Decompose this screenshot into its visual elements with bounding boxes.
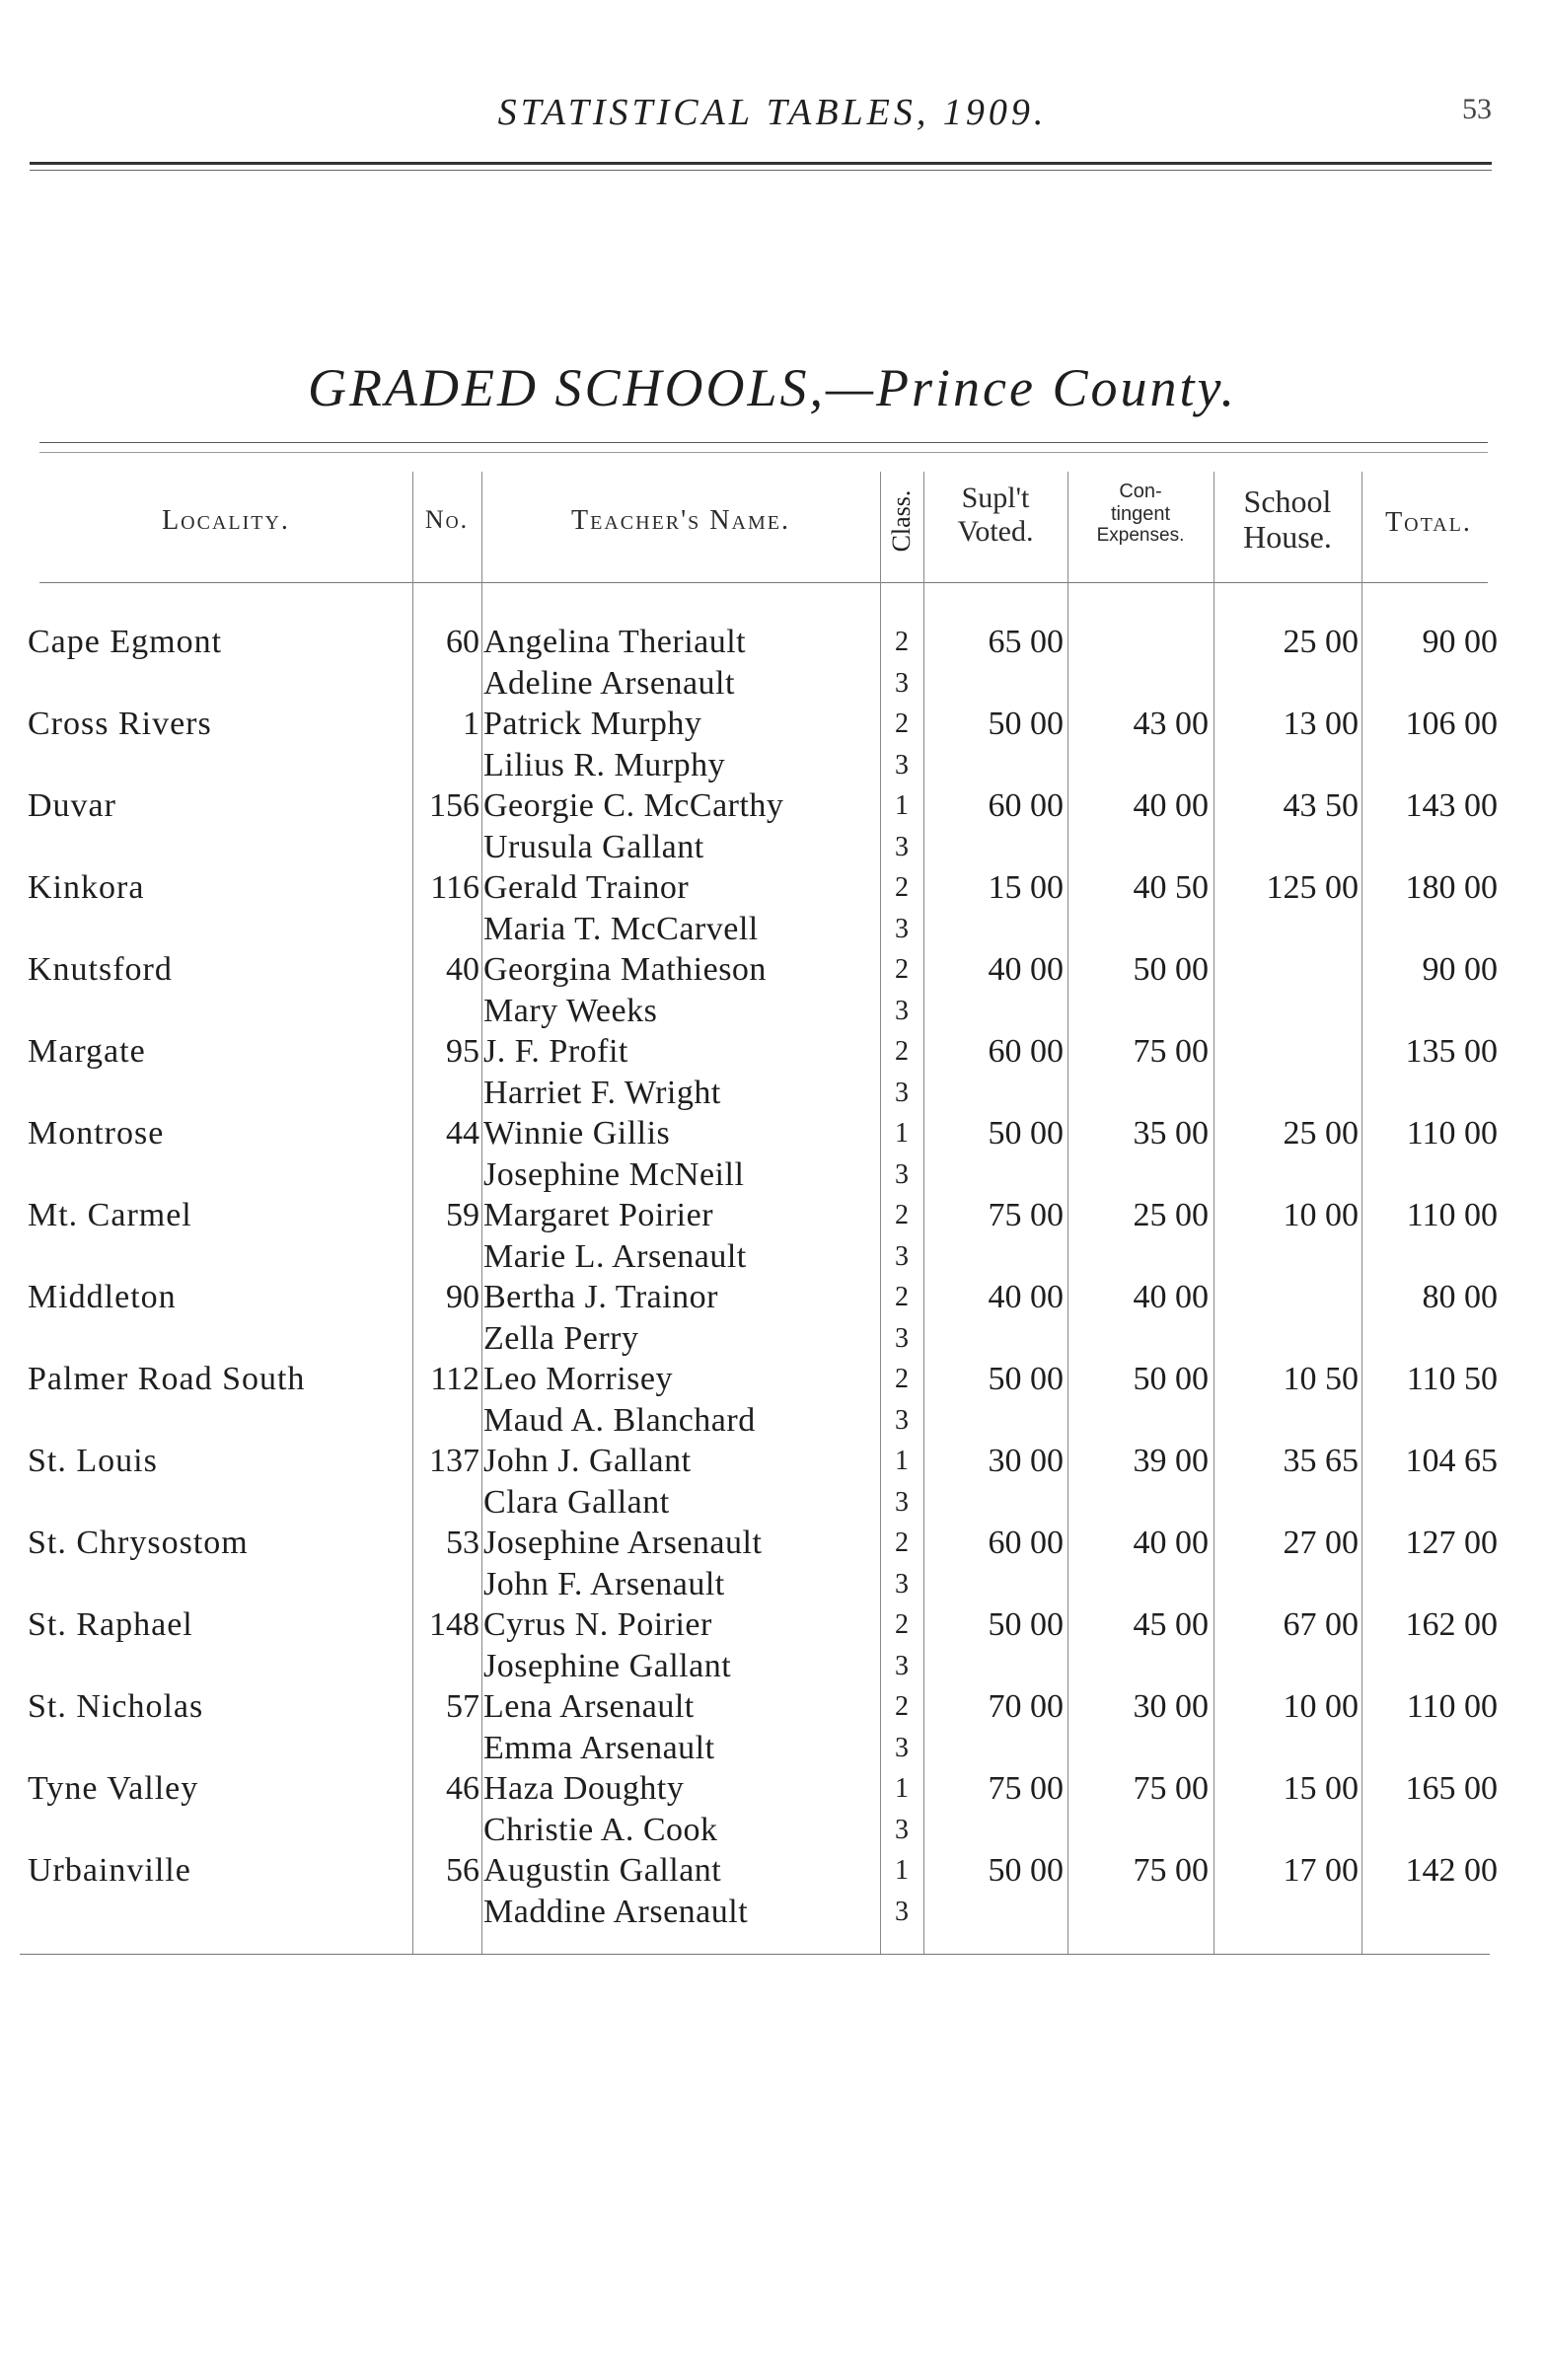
locality: Tyne Valley: [28, 1770, 199, 1807]
locality: Palmer Road South: [28, 1361, 306, 1397]
suppt-voted: 60 00: [988, 1033, 1064, 1070]
table-top-rule-thin: [39, 452, 1488, 453]
locality: Duvar: [28, 787, 116, 824]
contingent-expenses: 40 00: [1133, 1525, 1209, 1561]
table-row: [0, 1768, 1545, 1850]
teacher-name: Maria T. McCarvell: [483, 910, 759, 947]
teacher-name: Patrick Murphy: [483, 706, 702, 742]
col-header-class: [882, 472, 921, 570]
table-row: [0, 1113, 1545, 1195]
teacher-name: Winnie Gillis: [483, 1115, 671, 1152]
table-row: [0, 1686, 1545, 1768]
school-no: 95: [446, 1033, 479, 1070]
school-no: 46: [446, 1770, 479, 1807]
suppt-voted: 50 00: [988, 1852, 1064, 1889]
total: 162 00: [1405, 1606, 1498, 1643]
teacher-name: Augustin Gallant: [483, 1852, 722, 1889]
table-row: [0, 1523, 1545, 1604]
teacher-class: 2: [895, 1282, 909, 1312]
school-no: 40: [446, 951, 479, 988]
total: 165 00: [1405, 1770, 1498, 1807]
total: 110 00: [1406, 1115, 1498, 1152]
teacher-class: 1: [895, 1773, 909, 1804]
teacher-name: Marie L. Arsenault: [483, 1237, 747, 1275]
school-house: 43 50: [1283, 787, 1359, 824]
table-row: [0, 622, 1545, 704]
teacher-name: Georgina Mathieson: [483, 951, 767, 988]
suppt-voted: 30 00: [988, 1443, 1064, 1479]
table-row: [0, 1195, 1545, 1277]
total: 142 00: [1405, 1852, 1498, 1889]
suppt-voted: 75 00: [988, 1770, 1064, 1807]
teacher-name: Lilius R. Murphy: [483, 746, 726, 783]
total: 127 00: [1405, 1525, 1498, 1561]
teacher-name: Margaret Poirier: [483, 1197, 714, 1233]
teacher-class: 2: [895, 708, 909, 739]
header-rule: [30, 162, 1492, 165]
school-no: 60: [446, 624, 479, 660]
locality: Urbainville: [28, 1852, 191, 1889]
col-header-suppt: [923, 482, 1067, 549]
teacher-class: 1: [895, 1855, 909, 1886]
teacher-name: Georgie C. McCarthy: [483, 787, 784, 824]
contingent-expenses: 45 00: [1133, 1606, 1209, 1643]
school-house: 10 00: [1283, 1197, 1359, 1233]
contingent-expenses: 30 00: [1133, 1688, 1209, 1725]
table-row: [0, 1441, 1545, 1523]
total: 180 00: [1405, 869, 1498, 906]
table-row: [0, 1850, 1545, 1932]
total: 90 00: [1422, 951, 1498, 988]
total: 104 65: [1405, 1443, 1498, 1479]
contingent-expenses: 25 00: [1133, 1197, 1209, 1233]
teacher-class: 3: [895, 749, 909, 781]
contingent-expenses: 39 00: [1133, 1443, 1209, 1479]
col-header-contingent-line1: Con-: [1119, 481, 1162, 502]
teacher-class: 3: [895, 831, 909, 862]
suppt-voted: 40 00: [988, 1279, 1064, 1315]
teacher-class: 3: [895, 1240, 909, 1272]
teacher-class: 2: [895, 1527, 909, 1558]
locality: St. Chrysostom: [28, 1525, 249, 1561]
teacher-class: 3: [895, 667, 909, 699]
table-top-rule: [39, 442, 1488, 443]
total: 135 00: [1405, 1033, 1498, 1070]
teacher-name: Josephine Arsenault: [483, 1525, 763, 1561]
teacher-name: Mary Weeks: [483, 992, 658, 1029]
school-house: 17 00: [1283, 1852, 1359, 1889]
suppt-voted: 75 00: [988, 1197, 1064, 1233]
suppt-voted: 50 00: [988, 1361, 1064, 1397]
teacher-class: 3: [895, 1814, 909, 1845]
locality: Mt. Carmel: [28, 1197, 192, 1233]
teacher-class: 2: [895, 1036, 909, 1067]
teacher-name: John F. Arsenault: [483, 1565, 725, 1602]
contingent-expenses: 40 00: [1133, 1279, 1209, 1315]
contingent-expenses: 50 00: [1133, 951, 1209, 988]
school-no: 116: [430, 869, 479, 906]
teacher-name: Harriet F. Wright: [483, 1074, 721, 1111]
teacher-name: Leo Morrisey: [483, 1361, 674, 1397]
teacher-class: 3: [895, 1322, 909, 1354]
teacher-name: Urusula Gallant: [483, 828, 704, 865]
teacher-name: Lena Arsenault: [483, 1688, 695, 1725]
school-no: 53: [446, 1525, 479, 1561]
col-header-contingent-line2: tingent: [1110, 503, 1171, 525]
table-row: [0, 949, 1545, 1031]
col-header-contingent-line3: Expenses.: [1096, 525, 1185, 546]
table-row: [0, 867, 1545, 949]
total: 90 00: [1422, 624, 1498, 660]
total: 143 00: [1405, 787, 1498, 824]
school-no: 44: [446, 1115, 479, 1152]
teacher-class: 2: [895, 1609, 909, 1640]
table-body: [0, 622, 1545, 1932]
col-header-class-label: Class.: [887, 489, 916, 553]
contingent-expenses: 50 00: [1133, 1361, 1209, 1397]
teacher-name: Zella Perry: [483, 1319, 639, 1357]
school-no: 59: [446, 1197, 479, 1233]
school-no: 112: [430, 1361, 479, 1397]
teacher-name: Maud A. Blanchard: [483, 1401, 756, 1439]
contingent-expenses: 40 50: [1133, 869, 1209, 906]
teacher-class: 3: [895, 913, 909, 944]
col-header-total: Total.: [1385, 507, 1472, 538]
teacher-class: 1: [895, 1446, 909, 1476]
teacher-name: Gerald Trainor: [483, 869, 690, 906]
teacher-name: Josephine McNeill: [483, 1155, 745, 1193]
teacher-class: 2: [895, 1364, 909, 1394]
total: 110 00: [1406, 1688, 1498, 1725]
teacher-name: Angelina Theriault: [483, 624, 747, 660]
locality: Knutsford: [28, 951, 173, 988]
suppt-voted: 60 00: [988, 787, 1064, 824]
school-house: 25 00: [1283, 1115, 1359, 1152]
col-header-school-line2: House.: [1243, 519, 1332, 555]
suppt-voted: 65 00: [988, 624, 1064, 660]
section-title: GRADED SCHOOLS,—Prince County.: [308, 358, 1237, 417]
teacher-class: 3: [895, 1568, 909, 1599]
school-house: 35 65: [1283, 1443, 1359, 1479]
school-house: 25 00: [1283, 624, 1359, 660]
table-row: [0, 1031, 1545, 1113]
teacher-name: Haza Doughty: [483, 1770, 685, 1807]
teacher-class: 2: [895, 872, 909, 903]
col-header-no: No.: [424, 505, 470, 534]
teacher-class: 2: [895, 1691, 909, 1722]
suppt-voted: 70 00: [988, 1688, 1064, 1725]
running-head: [0, 91, 1545, 134]
col-header-suppt-line2: Voted.: [957, 515, 1034, 548]
teacher-class: 3: [895, 1896, 909, 1927]
page-number: 53: [1462, 93, 1492, 125]
teacher-class: 3: [895, 1732, 909, 1763]
table-row: [0, 1277, 1545, 1359]
contingent-expenses: 75 00: [1133, 1770, 1209, 1807]
teacher-class: 3: [895, 1404, 909, 1436]
locality: St. Raphael: [28, 1606, 193, 1643]
locality: Montrose: [28, 1115, 165, 1152]
suppt-voted: 50 00: [988, 1606, 1064, 1643]
running-title: STATISTICAL TABLES, 1909.: [497, 92, 1048, 133]
school-house: 27 00: [1283, 1525, 1359, 1561]
teacher-class: 3: [895, 1077, 909, 1108]
school-house: 10 50: [1283, 1361, 1359, 1397]
teacher-name: Josephine Gallant: [483, 1647, 732, 1684]
school-no: 148: [429, 1606, 479, 1643]
teacher-name: J. F. Profit: [483, 1033, 628, 1070]
teacher-name: Christie A. Cook: [483, 1811, 718, 1848]
suppt-voted: 50 00: [988, 1115, 1064, 1152]
teacher-name: Adeline Arsenault: [483, 664, 735, 702]
school-no: 57: [446, 1688, 479, 1725]
school-no: 156: [429, 787, 479, 824]
table-row: [0, 1359, 1545, 1441]
col-header-suppt-line1: Supl't: [961, 482, 1030, 514]
school-house: 10 00: [1283, 1688, 1359, 1725]
teacher-class: 2: [895, 954, 909, 985]
total: 110 00: [1406, 1197, 1498, 1233]
teacher-name: John J. Gallant: [483, 1443, 692, 1479]
teacher-name: Emma Arsenault: [483, 1729, 715, 1766]
school-no: 1: [463, 706, 479, 742]
teacher-name: Maddine Arsenault: [483, 1893, 749, 1930]
school-house: 67 00: [1283, 1606, 1359, 1643]
locality: Kinkora: [28, 869, 145, 906]
header-rule-thin: [30, 170, 1492, 171]
table-row: [0, 785, 1545, 867]
total: 110 50: [1406, 1361, 1498, 1397]
header-bottom-rule: [39, 582, 1488, 583]
teacher-name: Bertha J. Trainor: [483, 1279, 718, 1315]
total: 106 00: [1405, 706, 1498, 742]
table-bottom-rule: [20, 1954, 1490, 1955]
teacher-name: Clara Gallant: [483, 1483, 670, 1521]
teacher-class: 3: [895, 1158, 909, 1190]
school-house: 13 00: [1283, 706, 1359, 742]
col-header-school-house: [1214, 483, 1361, 555]
total: 80 00: [1422, 1279, 1498, 1315]
school-house: 15 00: [1283, 1770, 1359, 1807]
school-no: 56: [446, 1852, 479, 1889]
locality: Cape Egmont: [28, 624, 223, 660]
suppt-voted: 40 00: [988, 951, 1064, 988]
teacher-class: 1: [895, 790, 909, 821]
col-header-contingent: [1067, 480, 1214, 547]
locality: Middleton: [28, 1279, 177, 1315]
teacher-name: Cyrus N. Poirier: [483, 1606, 712, 1643]
contingent-expenses: 75 00: [1133, 1852, 1209, 1889]
suppt-voted: 15 00: [988, 869, 1064, 906]
locality: Margate: [28, 1033, 146, 1070]
locality: St. Nicholas: [28, 1688, 204, 1725]
suppt-voted: 50 00: [988, 706, 1064, 742]
school-no: 90: [446, 1279, 479, 1315]
school-no: 137: [429, 1443, 479, 1479]
col-header-locality: Locality.: [162, 505, 290, 536]
locality: St. Louis: [28, 1443, 158, 1479]
locality: Cross Rivers: [28, 706, 212, 742]
contingent-expenses: 35 00: [1133, 1115, 1209, 1152]
teacher-class: 3: [895, 995, 909, 1026]
teacher-class: 2: [895, 627, 909, 657]
contingent-expenses: 40 00: [1133, 787, 1209, 824]
col-header-teacher: Teacher's Name.: [571, 505, 790, 536]
table-row: [0, 1604, 1545, 1686]
contingent-expenses: 75 00: [1133, 1033, 1209, 1070]
teacher-class: 1: [895, 1118, 909, 1149]
contingent-expenses: 43 00: [1133, 706, 1209, 742]
col-header-school-line1: School: [1243, 483, 1332, 519]
teacher-class: 2: [895, 1200, 909, 1230]
school-house: 125 00: [1266, 869, 1359, 906]
teacher-class: 3: [895, 1650, 909, 1681]
table-row: [0, 704, 1545, 785]
suppt-voted: 60 00: [988, 1525, 1064, 1561]
teacher-class: 3: [895, 1486, 909, 1518]
